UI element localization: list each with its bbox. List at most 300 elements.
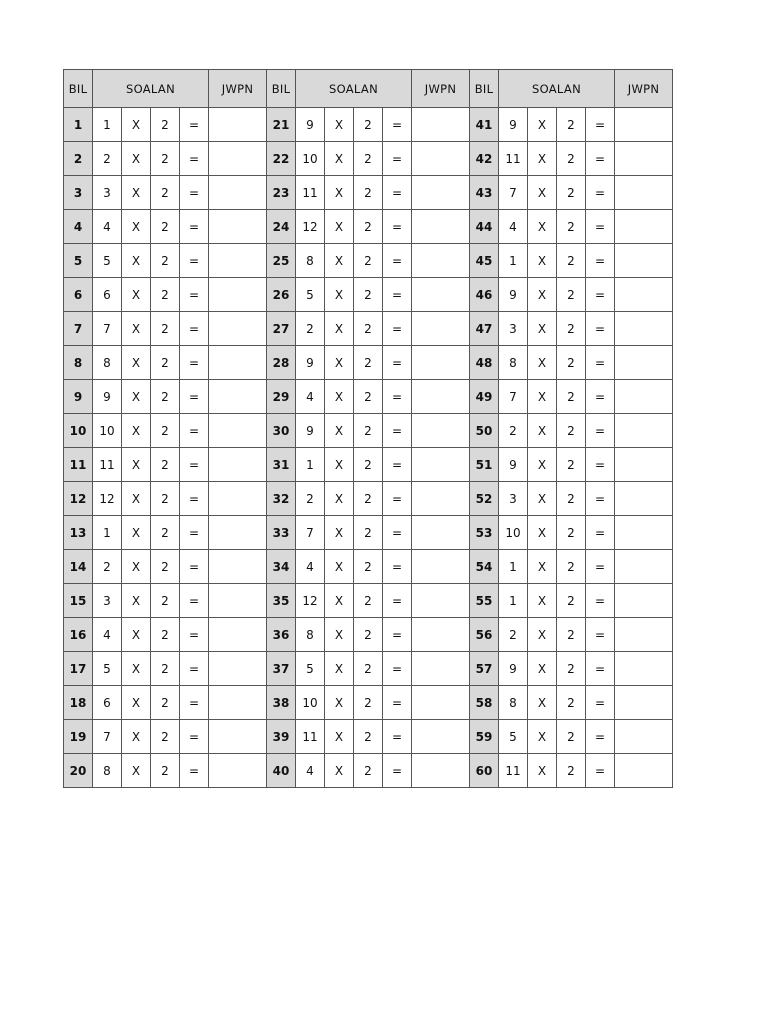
question-number: 48: [470, 346, 499, 380]
question-number: 1: [64, 108, 93, 142]
multiplier: 2: [557, 584, 586, 618]
equals-sign: =: [180, 652, 209, 686]
answer-cell[interactable]: [209, 754, 267, 788]
multiplier: 2: [354, 448, 383, 482]
times-sign: X: [122, 142, 151, 176]
times-sign: X: [122, 584, 151, 618]
operand: 7: [296, 516, 325, 550]
multiplier: 2: [151, 210, 180, 244]
times-sign: X: [528, 210, 557, 244]
equals-sign: =: [586, 448, 615, 482]
multiplier: 2: [557, 380, 586, 414]
equals-sign: =: [180, 210, 209, 244]
operand: 3: [93, 176, 122, 210]
question-row: [64, 720, 673, 754]
answer-cell[interactable]: [412, 210, 470, 244]
times-sign: X: [122, 108, 151, 142]
question-number: 45: [470, 244, 499, 278]
operand: 11: [499, 754, 528, 788]
answer-cell[interactable]: [615, 550, 673, 584]
equals-sign: =: [383, 278, 412, 312]
operand: 11: [499, 142, 528, 176]
multiplier: 2: [151, 516, 180, 550]
answer-cell[interactable]: [209, 108, 267, 142]
operand: 5: [93, 244, 122, 278]
question-number: 2: [64, 142, 93, 176]
multiplier: 2: [354, 652, 383, 686]
equals-sign: =: [383, 210, 412, 244]
operand: 7: [499, 176, 528, 210]
question-number: 51: [470, 448, 499, 482]
question-number: 50: [470, 414, 499, 448]
answer-cell[interactable]: [412, 312, 470, 346]
answer-cell[interactable]: [615, 720, 673, 754]
times-sign: X: [122, 176, 151, 210]
question-number: 19: [64, 720, 93, 754]
operand: 8: [499, 686, 528, 720]
answer-cell[interactable]: [209, 414, 267, 448]
equals-sign: =: [586, 516, 615, 550]
header-jwpn: JWPN: [412, 70, 470, 108]
times-sign: X: [122, 686, 151, 720]
question-number: 24: [267, 210, 296, 244]
equals-sign: =: [180, 312, 209, 346]
times-sign: X: [528, 720, 557, 754]
times-sign: X: [325, 312, 354, 346]
question-number: 21: [267, 108, 296, 142]
operand: 12: [296, 584, 325, 618]
question-number: 60: [470, 754, 499, 788]
multiplier: 2: [557, 142, 586, 176]
answer-cell[interactable]: [615, 414, 673, 448]
question-number: 55: [470, 584, 499, 618]
answer-cell[interactable]: [615, 210, 673, 244]
multiplier: 2: [354, 584, 383, 618]
times-sign: X: [122, 312, 151, 346]
answer-cell[interactable]: [209, 686, 267, 720]
operand: 2: [93, 550, 122, 584]
times-sign: X: [325, 618, 354, 652]
answer-cell[interactable]: [615, 482, 673, 516]
operand: 9: [499, 108, 528, 142]
operand: 9: [296, 108, 325, 142]
question-row: [64, 312, 673, 346]
multiplier: 2: [151, 652, 180, 686]
answer-cell[interactable]: [412, 584, 470, 618]
question-row: [64, 584, 673, 618]
operand: 12: [296, 210, 325, 244]
times-sign: X: [528, 516, 557, 550]
operand: 9: [93, 380, 122, 414]
times-sign: X: [528, 380, 557, 414]
equals-sign: =: [180, 516, 209, 550]
multiplier: 2: [557, 448, 586, 482]
answer-cell[interactable]: [615, 516, 673, 550]
equals-sign: =: [586, 584, 615, 618]
operand: 10: [93, 414, 122, 448]
multiplier: 2: [354, 482, 383, 516]
answer-cell[interactable]: [615, 312, 673, 346]
answer-cell[interactable]: [209, 482, 267, 516]
equals-sign: =: [383, 754, 412, 788]
answer-cell[interactable]: [615, 278, 673, 312]
times-sign: X: [122, 380, 151, 414]
answer-cell[interactable]: [412, 414, 470, 448]
equals-sign: =: [383, 176, 412, 210]
times-sign: X: [528, 312, 557, 346]
multiplier: 2: [151, 720, 180, 754]
question-number: 36: [267, 618, 296, 652]
answer-cell[interactable]: [412, 482, 470, 516]
question-number: 40: [267, 754, 296, 788]
multiplier: 2: [557, 278, 586, 312]
equals-sign: =: [180, 176, 209, 210]
operand: 6: [93, 278, 122, 312]
question-number: 54: [470, 550, 499, 584]
answer-cell[interactable]: [412, 108, 470, 142]
operand: 7: [93, 312, 122, 346]
answer-cell[interactable]: [209, 652, 267, 686]
answer-cell[interactable]: [412, 244, 470, 278]
question-number: 34: [267, 550, 296, 584]
header-bil: BIL: [267, 70, 296, 108]
question-number: 5: [64, 244, 93, 278]
question-row: [64, 346, 673, 380]
question-number: 41: [470, 108, 499, 142]
question-number: 49: [470, 380, 499, 414]
equals-sign: =: [180, 448, 209, 482]
times-sign: X: [528, 448, 557, 482]
equals-sign: =: [383, 686, 412, 720]
operand: 2: [499, 414, 528, 448]
times-sign: X: [122, 550, 151, 584]
operand: 3: [93, 584, 122, 618]
answer-cell[interactable]: [412, 278, 470, 312]
multiplier: 2: [557, 210, 586, 244]
answer-cell[interactable]: [412, 516, 470, 550]
operand: 4: [93, 618, 122, 652]
operand: 5: [93, 652, 122, 686]
question-number: 27: [267, 312, 296, 346]
times-sign: X: [528, 142, 557, 176]
answer-cell[interactable]: [615, 686, 673, 720]
multiplier: 2: [151, 754, 180, 788]
equals-sign: =: [586, 380, 615, 414]
question-number: 33: [267, 516, 296, 550]
equals-sign: =: [180, 686, 209, 720]
question-row: [64, 550, 673, 584]
question-number: 31: [267, 448, 296, 482]
answer-cell[interactable]: [615, 652, 673, 686]
multiplier: 2: [557, 244, 586, 278]
operand: 9: [499, 448, 528, 482]
multiplier: 2: [354, 380, 383, 414]
answer-cell[interactable]: [615, 448, 673, 482]
times-sign: X: [325, 210, 354, 244]
equals-sign: =: [383, 482, 412, 516]
operand: 4: [296, 380, 325, 414]
multiplier: 2: [557, 516, 586, 550]
multiplier: 2: [557, 414, 586, 448]
question-number: 9: [64, 380, 93, 414]
question-number: 26: [267, 278, 296, 312]
multiplier: 2: [557, 482, 586, 516]
equals-sign: =: [586, 142, 615, 176]
operand: 3: [499, 482, 528, 516]
answer-cell[interactable]: [615, 142, 673, 176]
question-row: [64, 278, 673, 312]
question-number: 52: [470, 482, 499, 516]
question-number: 29: [267, 380, 296, 414]
answer-cell[interactable]: [615, 346, 673, 380]
question-number: 13: [64, 516, 93, 550]
answer-cell[interactable]: [412, 448, 470, 482]
times-sign: X: [528, 414, 557, 448]
answer-cell[interactable]: [209, 346, 267, 380]
times-sign: X: [122, 618, 151, 652]
question-row: [64, 142, 673, 176]
operand: 11: [93, 448, 122, 482]
equals-sign: =: [586, 414, 615, 448]
operand: 7: [93, 720, 122, 754]
operand: 7: [499, 380, 528, 414]
multiplier: 2: [151, 618, 180, 652]
equals-sign: =: [586, 108, 615, 142]
times-sign: X: [122, 516, 151, 550]
equals-sign: =: [180, 550, 209, 584]
answer-cell[interactable]: [209, 618, 267, 652]
answer-cell[interactable]: [615, 108, 673, 142]
answer-cell[interactable]: [209, 380, 267, 414]
times-sign: X: [528, 244, 557, 278]
answer-cell[interactable]: [209, 448, 267, 482]
equals-sign: =: [586, 278, 615, 312]
times-sign: X: [325, 244, 354, 278]
multiplier: 2: [151, 584, 180, 618]
question-number: 10: [64, 414, 93, 448]
equals-sign: =: [383, 414, 412, 448]
multiplier: 2: [354, 142, 383, 176]
times-sign: X: [325, 482, 354, 516]
operand: 1: [93, 108, 122, 142]
equals-sign: =: [180, 142, 209, 176]
times-sign: X: [325, 414, 354, 448]
equals-sign: =: [586, 754, 615, 788]
operand: 2: [93, 142, 122, 176]
equals-sign: =: [180, 584, 209, 618]
answer-cell[interactable]: [615, 176, 673, 210]
equals-sign: =: [383, 550, 412, 584]
question-number: 57: [470, 652, 499, 686]
multiplier: 2: [354, 414, 383, 448]
operand: 9: [499, 278, 528, 312]
answer-cell[interactable]: [412, 380, 470, 414]
times-sign: X: [528, 346, 557, 380]
times-sign: X: [325, 584, 354, 618]
answer-cell[interactable]: [412, 754, 470, 788]
equals-sign: =: [180, 380, 209, 414]
question-number: 35: [267, 584, 296, 618]
answer-cell[interactable]: [615, 584, 673, 618]
equals-sign: =: [586, 346, 615, 380]
multiplier: 2: [151, 414, 180, 448]
operand: 11: [296, 176, 325, 210]
operand: 5: [499, 720, 528, 754]
multiplier: 2: [557, 618, 586, 652]
header-soalan: SOALAN: [296, 70, 412, 108]
operand: 1: [499, 550, 528, 584]
answer-cell[interactable]: [412, 720, 470, 754]
answer-cell[interactable]: [412, 618, 470, 652]
equals-sign: =: [383, 244, 412, 278]
operand: 9: [296, 414, 325, 448]
equals-sign: =: [586, 244, 615, 278]
operand: 1: [499, 584, 528, 618]
times-sign: X: [325, 550, 354, 584]
answer-cell[interactable]: [412, 176, 470, 210]
question-row: [64, 380, 673, 414]
equals-sign: =: [180, 414, 209, 448]
equals-sign: =: [383, 652, 412, 686]
operand: 8: [93, 346, 122, 380]
times-sign: X: [528, 176, 557, 210]
times-sign: X: [122, 652, 151, 686]
answer-cell[interactable]: [209, 244, 267, 278]
question-number: 59: [470, 720, 499, 754]
answer-cell[interactable]: [209, 142, 267, 176]
multiplier: 2: [151, 380, 180, 414]
answer-cell[interactable]: [209, 550, 267, 584]
multiplier: 2: [557, 720, 586, 754]
equals-sign: =: [180, 754, 209, 788]
header-jwpn: JWPN: [615, 70, 673, 108]
question-number: 39: [267, 720, 296, 754]
answer-cell[interactable]: [412, 686, 470, 720]
header-soalan: SOALAN: [93, 70, 209, 108]
answer-cell[interactable]: [209, 210, 267, 244]
operand: 1: [499, 244, 528, 278]
answer-cell[interactable]: [209, 278, 267, 312]
times-sign: X: [528, 550, 557, 584]
equals-sign: =: [383, 516, 412, 550]
equals-sign: =: [383, 380, 412, 414]
question-row: [64, 448, 673, 482]
equals-sign: =: [586, 686, 615, 720]
multiplier: 2: [151, 312, 180, 346]
times-sign: X: [122, 414, 151, 448]
question-number: 23: [267, 176, 296, 210]
answer-cell[interactable]: [209, 720, 267, 754]
answer-cell[interactable]: [209, 312, 267, 346]
question-number: 38: [267, 686, 296, 720]
times-sign: X: [325, 652, 354, 686]
answer-cell[interactable]: [412, 652, 470, 686]
multiplier: 2: [354, 754, 383, 788]
multiplier: 2: [557, 686, 586, 720]
times-sign: X: [528, 686, 557, 720]
multiplier: 2: [354, 176, 383, 210]
equals-sign: =: [383, 448, 412, 482]
answer-cell[interactable]: [209, 516, 267, 550]
question-number: 53: [470, 516, 499, 550]
question-number: 22: [267, 142, 296, 176]
question-row: [64, 414, 673, 448]
multiplier: 2: [354, 686, 383, 720]
answer-cell[interactable]: [615, 380, 673, 414]
operand: 8: [499, 346, 528, 380]
times-sign: X: [325, 720, 354, 754]
equals-sign: =: [586, 210, 615, 244]
answer-cell[interactable]: [209, 584, 267, 618]
multiplier: 2: [557, 346, 586, 380]
operand: 8: [296, 244, 325, 278]
times-sign: X: [122, 278, 151, 312]
times-sign: X: [325, 686, 354, 720]
equals-sign: =: [180, 482, 209, 516]
operand: 6: [93, 686, 122, 720]
question-number: 44: [470, 210, 499, 244]
multiplier: 2: [557, 550, 586, 584]
equals-sign: =: [586, 550, 615, 584]
multiplier: 2: [151, 176, 180, 210]
operand: 8: [296, 618, 325, 652]
multiplier: 2: [151, 550, 180, 584]
answer-cell[interactable]: [209, 176, 267, 210]
equals-sign: =: [586, 652, 615, 686]
equals-sign: =: [180, 720, 209, 754]
multiplier: 2: [354, 720, 383, 754]
answer-cell[interactable]: [615, 618, 673, 652]
question-number: 6: [64, 278, 93, 312]
equals-sign: =: [586, 176, 615, 210]
header-jwpn: JWPN: [209, 70, 267, 108]
times-sign: X: [122, 210, 151, 244]
times-sign: X: [122, 754, 151, 788]
times-sign: X: [528, 584, 557, 618]
times-sign: X: [325, 346, 354, 380]
times-sign: X: [122, 720, 151, 754]
multiplier: 2: [557, 754, 586, 788]
answer-cell[interactable]: [615, 754, 673, 788]
question-number: 46: [470, 278, 499, 312]
multiplier: 2: [151, 278, 180, 312]
question-row: [64, 108, 673, 142]
answer-cell[interactable]: [412, 346, 470, 380]
equals-sign: =: [383, 108, 412, 142]
equals-sign: =: [180, 108, 209, 142]
times-sign: X: [325, 108, 354, 142]
equals-sign: =: [180, 278, 209, 312]
question-number: 47: [470, 312, 499, 346]
times-sign: X: [528, 754, 557, 788]
equals-sign: =: [180, 346, 209, 380]
operand: 5: [296, 652, 325, 686]
question-row: [64, 176, 673, 210]
times-sign: X: [122, 346, 151, 380]
header-bil: BIL: [470, 70, 499, 108]
multiplier: 2: [151, 346, 180, 380]
question-number: 8: [64, 346, 93, 380]
multiplier: 2: [354, 108, 383, 142]
times-sign: X: [122, 482, 151, 516]
operand: 12: [93, 482, 122, 516]
multiplier: 2: [557, 652, 586, 686]
operand: 2: [296, 312, 325, 346]
answer-cell[interactable]: [615, 244, 673, 278]
answer-cell[interactable]: [412, 142, 470, 176]
question-number: 42: [470, 142, 499, 176]
answer-cell[interactable]: [412, 550, 470, 584]
